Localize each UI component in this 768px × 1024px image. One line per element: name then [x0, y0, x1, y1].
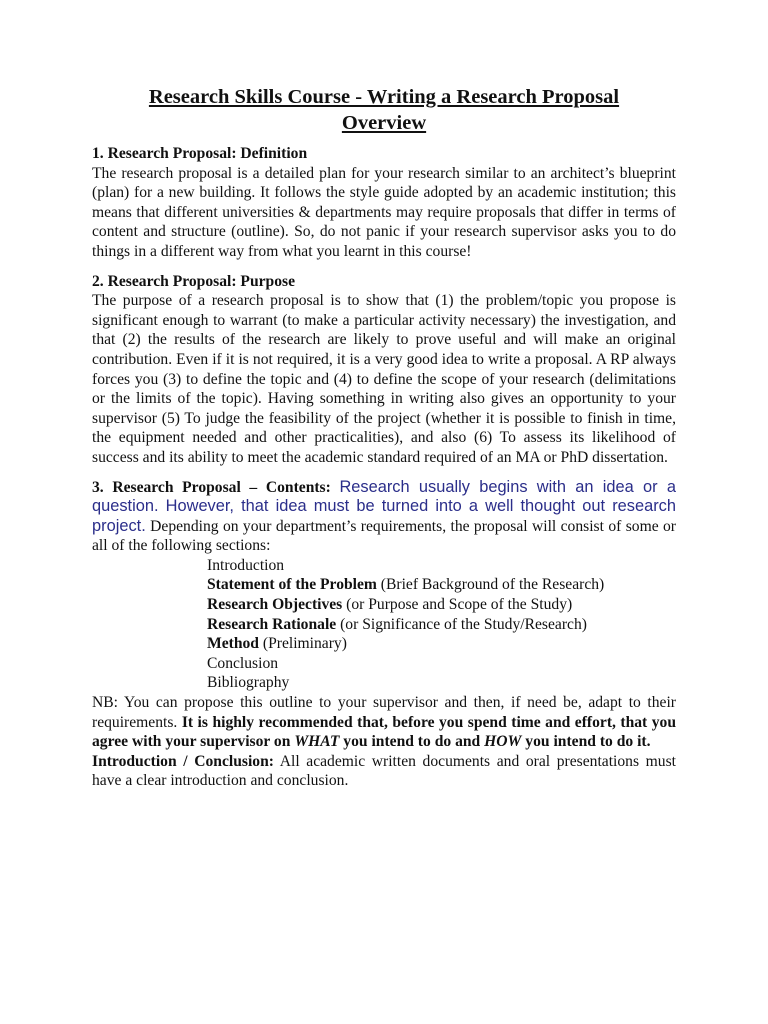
nb-recommendation-1: It is highly recommended that, before you spend time and effort, that you agree with your supervisor on: [92, 713, 677, 751]
proposal-sections-list: [92, 556, 676, 693]
document-page: [92, 84, 676, 791]
list-item: Conclusion: [207, 654, 279, 672]
nb-recommendation-2: you intend to do and: [343, 733, 481, 751]
section-definition-heading: 1. Research Proposal: Definition: [92, 145, 308, 162]
list-item: Research Objectives (or Purpose and Scope of the Study): [207, 596, 573, 614]
list-item: Bibliography: [207, 674, 290, 692]
title-line-1: Research Skills Course - Writing a Research Proposal: [148, 86, 620, 108]
nb-plain-text: NB: You can propose this outline to your supervisor and then, if need be, adapt to their requirements.: [92, 694, 676, 731]
section-definition: [92, 144, 676, 262]
section-contents-highlight: Research usually begins with an idea or a question. However, that idea must be turned into a well thought out research project.: [92, 477, 677, 535]
nb-paragraph: [92, 693, 676, 752]
intro-conclusion-heading: Introduction / Conclusion:: [92, 752, 274, 770]
section-purpose-heading: 2. Research Proposal: Purpose: [92, 272, 295, 290]
nb-what: WHAT: [294, 733, 340, 751]
section-purpose-body: The purpose of a research proposal is to show that (1) the problem/topic you propose is significant enough to warrant (to make a particular activity necessary) the investigation, and that (2) the results of the research are likely to prove useful and will make an original contribution. Even if it is not required, it is a very good idea to write a proposal. A RP always forces you (3) to define the topic and (4) to define the scope of your research (delimitations or the limits of the topic). Having something in writing also gives an opportunity to your supervisor (5) To judge the feasibility of the project (whether it is possible to finish in time, the equipment needed and other practicalities), and also (6) To assess its likelihood of success and its ability to meet the academic standard required of an MA or PhD dissertation.: [92, 292, 676, 466]
title-line-2: Overview: [341, 112, 427, 134]
document-title: [92, 84, 676, 136]
nb-recommendation-3: you intend to do it.: [525, 733, 651, 751]
section-contents-body: Depending on your department’s requirements, the proposal will consist of some or all of the following sections:: [92, 517, 676, 555]
intro-conclusion-body: All academic written documents and oral presentations must have a clear introduction and conclusion.: [92, 752, 676, 790]
nb-how: HOW: [484, 733, 522, 751]
list-item: Introduction: [207, 556, 285, 574]
section-contents-intro: [92, 478, 676, 556]
list-item: Statement of the Problem (Brief Background of the Research): [207, 576, 605, 594]
list-item: Research Rationale (or Significance of the Study/Research): [207, 615, 587, 633]
section-definition-body: The research proposal is a detailed plan for your research similar to an architect’s blueprint (plan) for a new building. It follows the style guide adopted by an academic institution; this means that different universities & departments may require proposals that differ in terms of content and structure (outline). So, do not panic if your research supervisor asks you to do things in a different way from what you learnt in this course!: [92, 164, 676, 260]
section-contents: [92, 478, 676, 792]
section-purpose: [92, 272, 676, 468]
intro-conclusion-paragraph: [92, 752, 676, 791]
section-contents-heading: 3. Research Proposal – Contents:: [92, 478, 331, 496]
list-item: Method (Preliminary): [207, 635, 347, 653]
